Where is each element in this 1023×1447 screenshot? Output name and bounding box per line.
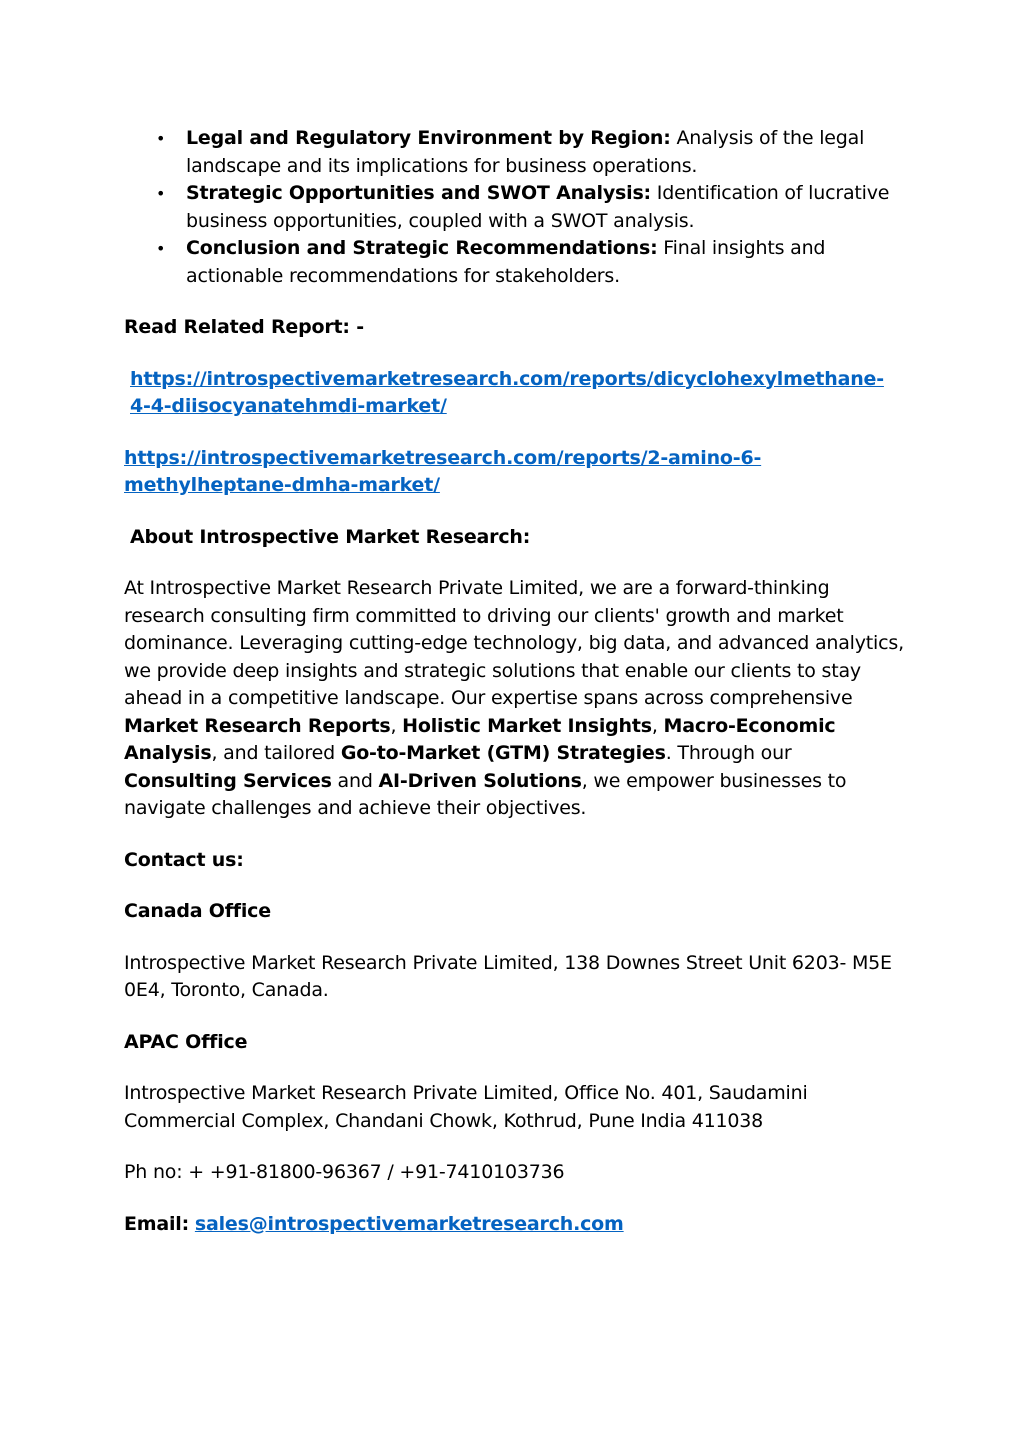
bullet-title: Strategic Opportunities and SWOT Analysis: <box>186 182 651 204</box>
bullet-text: Identification of lucrative business opportunities, coupled with a SWOT analysis. <box>186 182 890 232</box>
document-page <box>124 125 904 1238</box>
list-item <box>124 125 904 180</box>
list-item <box>124 235 904 290</box>
bullet-icon: • <box>156 184 166 203</box>
about-heading: About Introspective Market Research: <box>130 525 531 548</box>
contact-heading: Contact us: <box>124 848 244 871</box>
bullet-title: Conclusion and Strategic Recommendations: <box>186 237 658 259</box>
related-link-1-para <box>124 366 904 421</box>
bullet-list <box>124 125 904 290</box>
related-heading: Read Related Report: - <box>124 316 364 338</box>
bullet-title: Legal and Regulatory Environment by Region: <box>186 127 671 149</box>
bullet-icon: • <box>156 129 166 148</box>
related-report-link[interactable]: https://introspectivemarketresearch.com/reports/2-amino-6-methylheptane-dmha-market/ <box>124 446 762 496</box>
related-report-link[interactable]: https://introspectivemarketresearch.com/reports/dicyclohexylmethane-4-4-diisocyanatehmdi-market/ <box>130 367 884 417</box>
apac-office-heading: APAC Office <box>124 1030 248 1053</box>
canada-office-heading: Canada Office <box>124 900 271 922</box>
apac-office-address: Introspective Market Research Private Limited, Office No. 401, Saudamini Commercial Complex, Chandani Chowk, Kothrud, Pune India 411038 <box>124 1082 808 1132</box>
about-paragraph: At Introspective Market Research Private Limited, we are a forward-thinking research consulting firm committed to driving our clients' growth and market dominance. Leveraging cutting-edge technology, big data, and advanced analytics, we provide deep insights and strategic solutions that enable our clients to stay ahead in a competitive landscape. Our expertise spans across comprehensive Market Research Reports, Holistic Market Insights, Macro-Economic Analysis, and tailored Go-to-Market (GTM) Strategies. Through our Consulting Services and AI-Driven Solutions, we empower businesses to navigate challenges and achieve their objectives. <box>124 577 904 819</box>
list-item <box>124 180 904 235</box>
related-link-2-para <box>124 445 904 500</box>
email-label: Email: <box>124 1212 190 1235</box>
phone-number: Ph no: + +91-81800-96367 / +91-7410103736 <box>124 1161 565 1183</box>
canada-office-address: Introspective Market Research Private Limited, 138 Downes Street Unit 6203- M5E 0E4, Toronto, Canada. <box>124 951 892 1001</box>
email-link[interactable]: sales@introspectivemarketresearch.com <box>194 1212 624 1235</box>
email-line <box>124 1211 904 1239</box>
bullet-text: Final insights and actionable recommendations for stakeholders. <box>186 237 826 287</box>
bullet-text: Analysis of the legal landscape and its implications for business operations. <box>186 127 865 177</box>
bullet-icon: • <box>156 239 166 258</box>
